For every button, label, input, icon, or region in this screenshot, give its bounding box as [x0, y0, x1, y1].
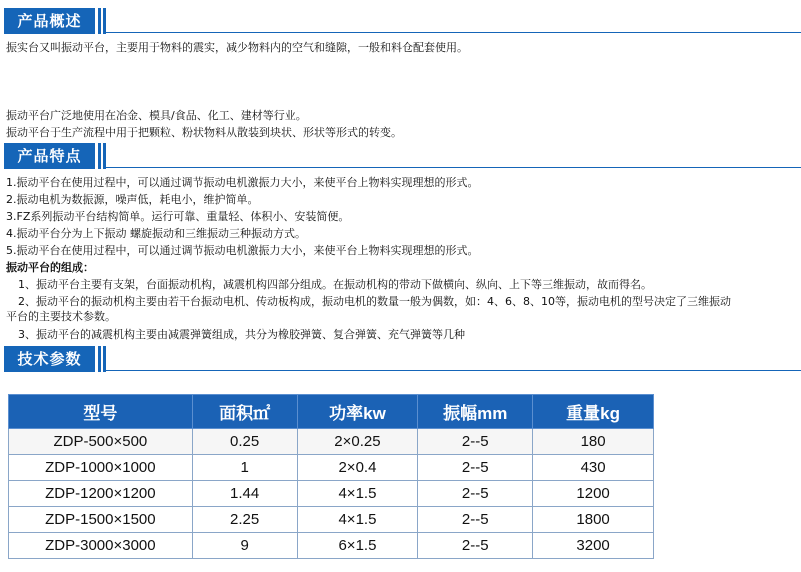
feature-line: 1.振动平台在使用过程中，可以通过调节振动电机激振力大小，来使平台上物料实现理想的形式。 [6, 176, 479, 189]
table-row [9, 533, 654, 559]
cell-model: ZDP-1000×1000 [9, 455, 193, 481]
features-section-header [4, 143, 801, 169]
cell-model: ZDP-3000×3000 [9, 533, 193, 559]
cell-weight: 430 [533, 455, 654, 481]
table-row [9, 507, 654, 533]
cell-amplitude: 2--5 [418, 481, 533, 507]
cell-weight: 1800 [533, 507, 654, 533]
feature-line: 5.振动平台在使用过程中，可以通过调节振动电机激振力大小，来使平台上物料实现理想的形式。 [6, 244, 479, 257]
col-header-power: 功率kw [297, 395, 418, 429]
header-accent-bar [103, 143, 106, 169]
header-divider [105, 167, 801, 168]
cell-area: 9 [192, 533, 297, 559]
cell-amplitude: 2--5 [418, 455, 533, 481]
cell-power: 2×0.25 [297, 429, 418, 455]
cell-area: 2.25 [192, 507, 297, 533]
features-title: 产品特点 [4, 143, 95, 169]
cell-area: 0.25 [192, 429, 297, 455]
overview-line: 振实台又叫振动平台，主要用于物料的震实，减少物料内的空气和缝隙，一般和料仓配套使用。 [6, 41, 468, 54]
table-row [9, 455, 654, 481]
spec-table [8, 394, 654, 559]
header-accent-bar [103, 8, 106, 34]
table-row [9, 481, 654, 507]
cell-model: ZDP-1500×1500 [9, 507, 193, 533]
header-accent-bar [98, 8, 101, 34]
header-accent-bar [103, 346, 106, 372]
specs-section-header [4, 346, 801, 372]
cell-amplitude: 2--5 [418, 533, 533, 559]
col-header-model: 型号 [9, 395, 193, 429]
cell-power: 6×1.5 [297, 533, 418, 559]
composition-line: 2、振动平台的振动机构主要由若干台振动电机、传动板构成，振动电机的数量一般为偶数，如：4、6、8、10等，振动电机的型号决定了三维振动 [18, 295, 731, 308]
cell-model: ZDP-1200×1200 [9, 481, 193, 507]
overview-line: 振动平台广泛地使用在冶金、模具/食品、化工、建材等行业。 [6, 109, 307, 122]
cell-power: 2×0.4 [297, 455, 418, 481]
cell-area: 1.44 [192, 481, 297, 507]
header-divider [105, 370, 801, 371]
cell-amplitude: 2--5 [418, 429, 533, 455]
feature-line: 3.FZ系列振动平台结构简单。运行可靠、重量轻、体积小、安装简便。 [6, 210, 350, 223]
header-accent-bar [98, 143, 101, 169]
table-row [9, 429, 654, 455]
cell-amplitude: 2--5 [418, 507, 533, 533]
header-divider [105, 32, 801, 33]
overview-section-header [4, 8, 801, 34]
cell-model: ZDP-500×500 [9, 429, 193, 455]
specs-title: 技术参数 [4, 346, 95, 372]
cell-power: 4×1.5 [297, 481, 418, 507]
composition-line: 3、振动平台的减震机构主要由减震弹簧组成，共分为橡胶弹簧、复合弹簧、充气弹簧等几种 [18, 328, 465, 341]
composition-line: 1、振动平台主要有支架，台面振动机构，减震机构四部分组成。在振动机构的带动下做横向、纵向、上下等三维振动，故而得名。 [18, 278, 652, 291]
col-header-area: 面积㎡ [192, 395, 297, 429]
cell-power: 4×1.5 [297, 507, 418, 533]
feature-line: 4.振动平台分为上下振动 螺旋振动和三维振动三种振动方式。 [6, 227, 306, 240]
header-accent-bar [98, 346, 101, 372]
col-header-amplitude: 振幅mm [418, 395, 533, 429]
table-header-row [9, 395, 654, 429]
cell-area: 1 [192, 455, 297, 481]
cell-weight: 1200 [533, 481, 654, 507]
feature-line: 2.振动电机为数振源，噪声低，耗电小，维护简单。 [6, 193, 259, 206]
col-header-weight: 重量kg [533, 395, 654, 429]
composition-line: 平台的主要技术参数。 [6, 310, 116, 323]
overview-line: 振动平台于生产流程中用于把颗粒、粉状物料从散装到块状、形状等形式的转变。 [6, 126, 402, 139]
cell-weight: 180 [533, 429, 654, 455]
composition-title: 振动平台的组成： [6, 261, 94, 274]
overview-title: 产品概述 [4, 8, 95, 34]
cell-weight: 3200 [533, 533, 654, 559]
